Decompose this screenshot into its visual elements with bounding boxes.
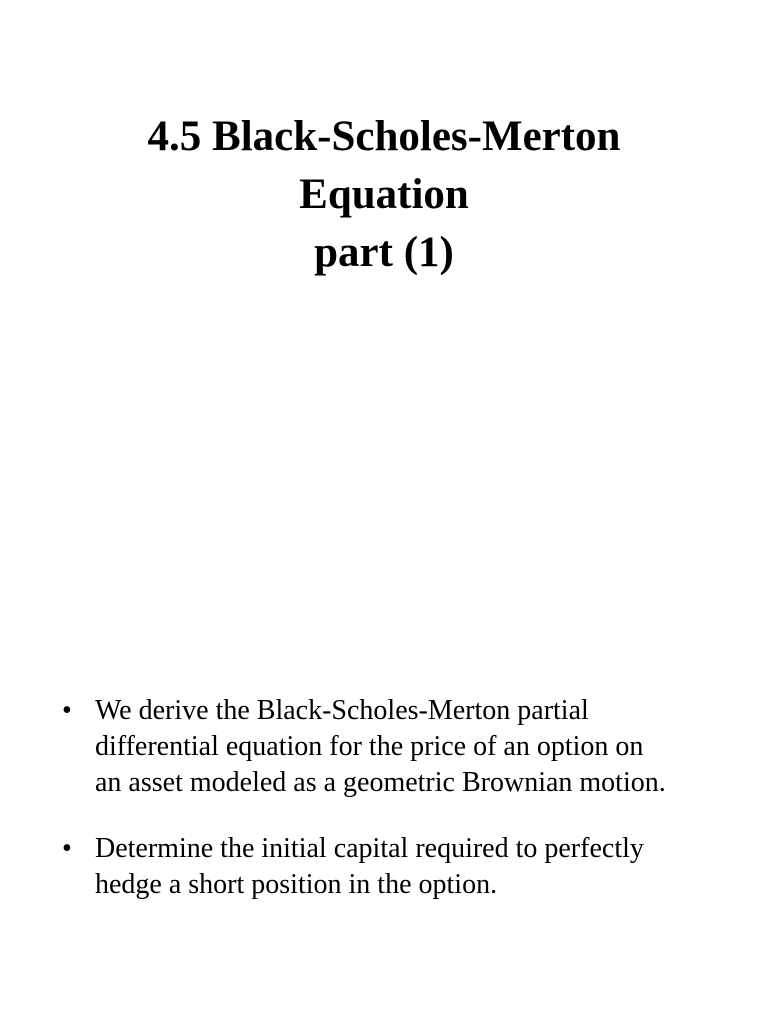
bullet-text-line: hedge a short position in the option. [95,869,498,900]
bullet-icon: • [62,695,72,726]
bullet-text-line: differential equation for the price of an option on [95,731,644,762]
bullet-item [62,831,742,903]
bullet-icon: • [62,833,72,864]
bullet-text-line: We derive the Black-Scholes-Merton partial [95,695,589,726]
title-line: 4.5 Black-Scholes-Merton [147,113,621,160]
bullet-list [62,693,742,933]
slide-title [0,108,768,282]
bullet-text-line: Determine the initial capital required to perfectly [95,833,644,864]
title-line: Equation [299,171,469,218]
title-line: part (1) [314,229,454,276]
bullet-text-line: an asset modeled as a geometric Brownian motion. [95,767,666,798]
bullet-item [62,693,742,801]
